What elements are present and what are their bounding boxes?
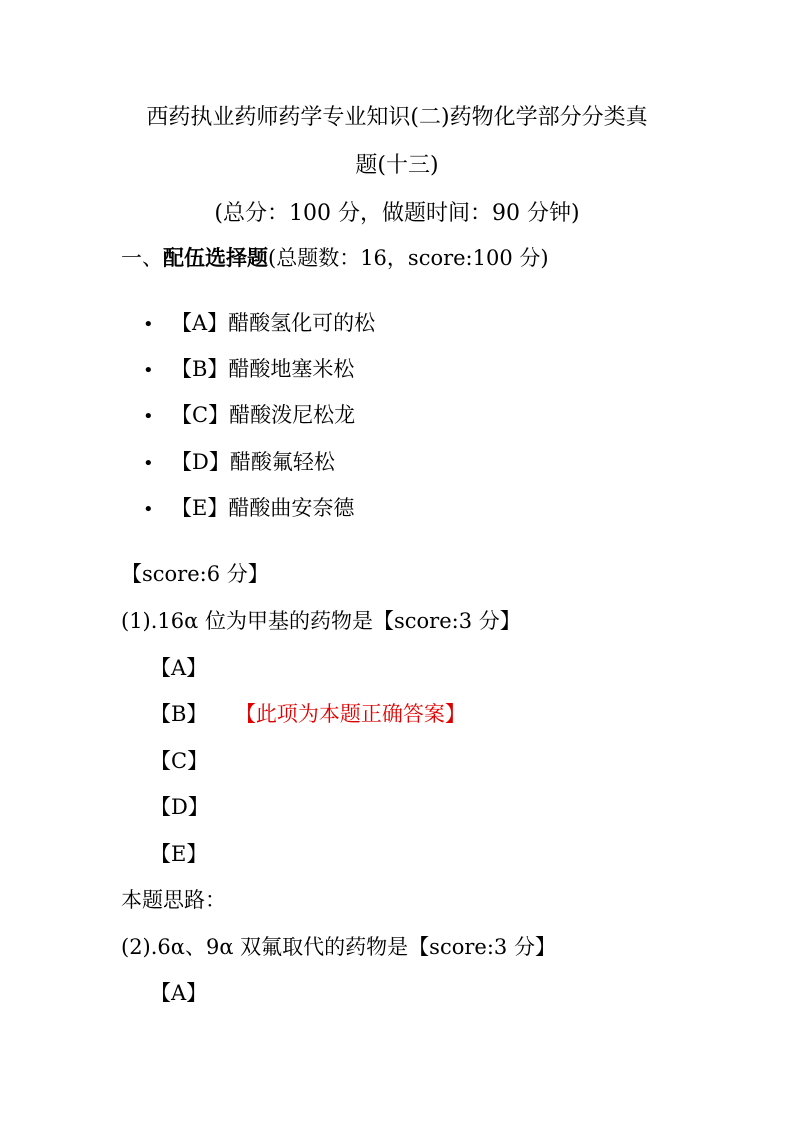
question-2-option-a: 【A】 [150,981,208,1005]
question-2-stem: (2).6α、9α 双氟取代的药物是【score:3 分】 [121,935,556,959]
section-prefix: 一、 [121,246,163,270]
choice-text: 【E】醋酸曲安奈德 [171,496,355,520]
correct-answer-note: 【此项为本题正确答案】 [245,702,466,726]
bullet-icon: • [143,360,154,381]
bullet-icon: • [143,499,154,520]
section-name: 配伍选择题 [163,245,268,270]
section-info: (总题数：16，score:100 分) [268,246,549,270]
bullet-icon: • [143,314,154,335]
choice-item [143,399,355,429]
document-subtitle: (总分：100 分，做题时间：90 分钟) [214,201,580,226]
document-title-line-1: 西药执业药师药学专业知识(二)药物化学部分分类真 [146,105,648,130]
choice-text: 【B】醋酸地塞米松 [171,357,355,381]
question-1-option-c: 【C】 [150,749,209,773]
choice-text: 【D】醋酸氟轻松 [171,450,335,474]
document-title-line-2: 题(十三) [355,153,439,178]
question-1-analysis-label: 本题思路： [121,888,226,912]
question-1-option-e: 【E】 [150,842,208,866]
question-1-option-a: 【A】 [150,656,208,680]
choice-text: 【C】醋酸泼尼松龙 [171,403,356,427]
question-1-option-d: 【D】 [150,795,209,819]
question-1-option-b [150,698,466,728]
choice-item [143,353,354,383]
question-1-stem: (1).16α 位为甲基的药物是【score:3 分】 [121,609,521,633]
choice-item [143,492,354,522]
option-label: 【B】 [150,702,208,726]
bullet-icon: • [143,406,154,427]
group-score: 【score:6 分】 [121,562,269,586]
choice-item [143,307,375,337]
choice-item [143,446,335,476]
bullet-icon: • [143,453,154,474]
choice-text: 【A】醋酸氢化可的松 [171,311,376,335]
section-heading [121,242,549,272]
